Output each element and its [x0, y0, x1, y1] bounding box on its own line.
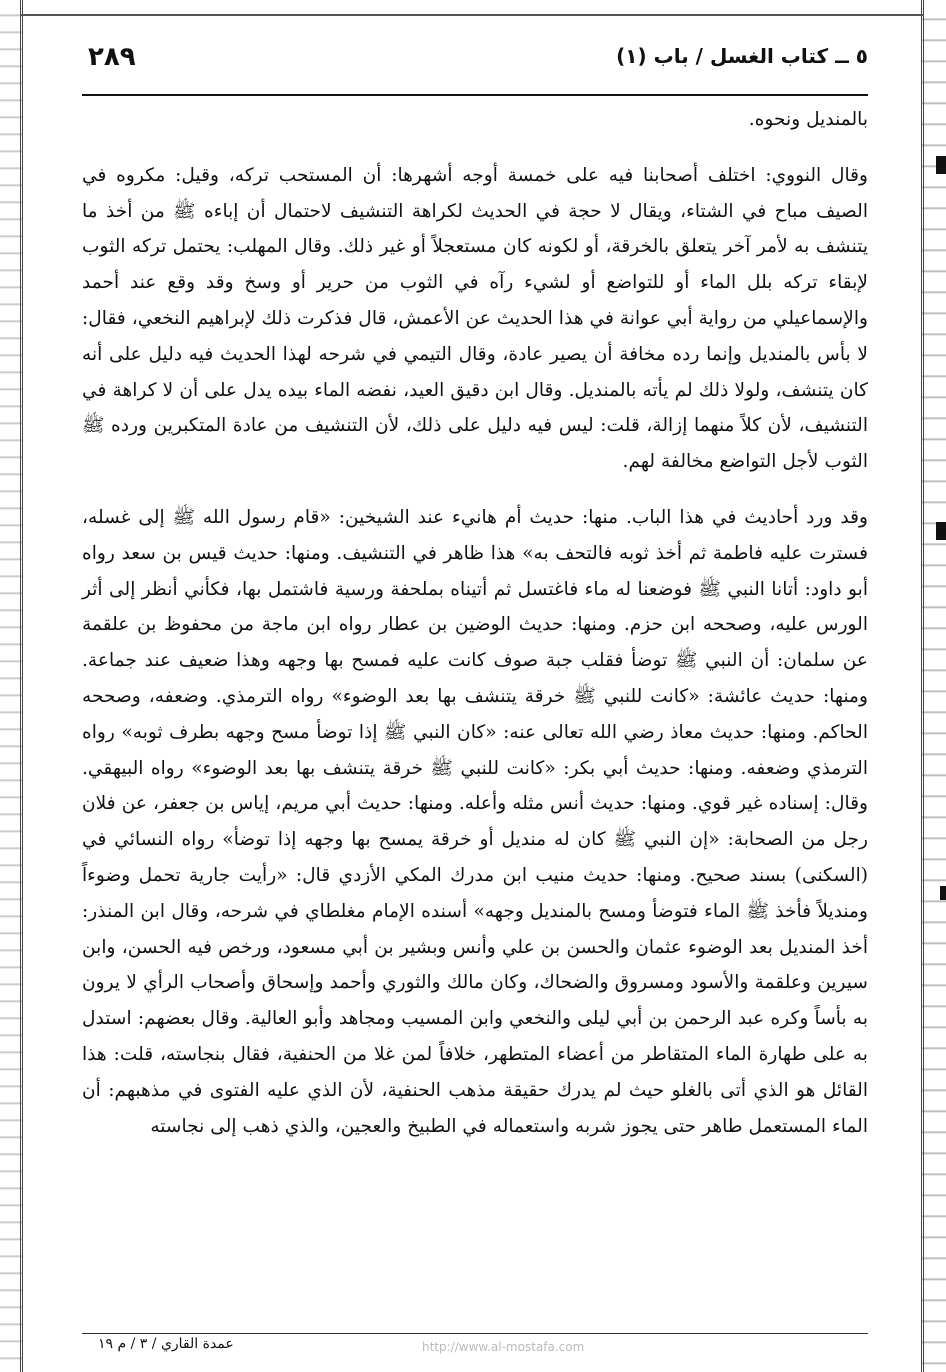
scan-edge-top	[20, 0, 924, 16]
running-title: ٥ ــ كتاب الغسل / باب (١)	[616, 44, 868, 68]
scan-binding-edge-right	[921, 0, 946, 1372]
paragraph-continuation: بالمنديل ونحوه.	[748, 109, 868, 130]
margin-marker	[940, 886, 946, 900]
margin-marker	[936, 522, 946, 540]
paragraph-hadiths: وقد ورد أحاديث في هذا الباب. منها: حديث أم هانيء عند الشيخين: «قام رسول الله ﷺ إلى غسله، فسترت عليه فاطمة ثم أخذ ثوبه فالتحف به» هذا ظاهر في التنشيف. ومنها: حديث قيس بن سعد رواه أبو داود: أتانا النبي ﷺ فوضعنا له ماء فاغتسل ثم أتيناه بملحفة ورسية فاشتمل بها، فكأني أنظر إلى أثر الورس عليه، وصححه ابن حزم. ومنها: حديث الوضين بن عطار رواه ابن ماجة من محفوظ بن علقمة عن سلمان: أن النبي ﷺ توضأ فقلب جبة صوف كانت عليه فمسح بها وجهه وهذا ضعيف عند جماعة. ومنها: حديث عائشة: «كانت للنبي ﷺ خرقة يتنشف بها بعد الوضوء» رواه الترمذي. وضعفه، وصححه الحاكم. ومنها: حديث معاذ رضي الله تعالى عنه: «كان النبي ﷺ إذا توضأ مسح وجهه بطرف ثوبه» رواه الترمذي وضعفه. ومنها: حديث أبي بكر: «كانت للنبي ﷺ خرقة يتنشف بها بعد الوضوء» رواه البيهقي. وقال: إسناده غير قوي. ومنها: حديث أنس مثله وأعله. ومنها: حديث أبي مريم، إياس بن جعفر، عن فلان رجل من الصحابة: «إن النبي ﷺ كان له منديل أو خرقة يمسح بها وجهه إذا توضأ» رواه النسائي في (السكنى) بسند صحيح. ومنها: حديث منيب ابن مدرك المكي الأزدي قال: «رأيت جارية تحمل وضوءاً ومنديلاً فأخذ ﷺ الماء فتوضأ ومسح بالمنديل وجهه» أسنده الإمام مغلطاي في شرحه، وقال ابن المنذر: أخذ المنديل بعد الوضوء عثمان والحسن بن علي وأنس وبشير بن أبي مسعود، ورخص فيه الحسن، وابن سيرين وعلقمة والأسود ومسروق والضحاك، وكان مالك والثوري وأحمد وإسحاق وأصحاب الرأي لا يرون به بأساً وكره عبد الرحمن بن أبي ليلى والنخعي وابن المسيب ومجاهد وأبو العالية. وقال بعضهم: استدل به على طهارة الماء المتقاطر من أعضاء المتطهر، خلافاً لمن غلا من الحنفية، فقال بنجاسته، قلت: هذا القائل هو الذي أتى بالغلو حيث لم يدرك حقيقة مذهب الحنفية، لأن الذي عليه الفتوى في مذهبهم: أن الماء المستعمل طاهر حتى يجوز شربه واستعماله في الطبيخ والعجين، والذي ذهب إلى نجاسته	[82, 506, 869, 1137]
printer-signature: عمدة القاري / ٣ / م ١٩	[98, 1336, 234, 1352]
page-footer	[82, 1333, 868, 1360]
scan-binding-edge-left	[0, 0, 23, 1372]
page-number: ٢٨٩	[88, 42, 136, 72]
book-page	[82, 40, 868, 1360]
page-header	[82, 40, 868, 96]
page-body	[82, 102, 868, 1144]
paragraph-gap	[82, 480, 868, 500]
margin-marker	[936, 156, 946, 174]
paragraph-gap	[82, 138, 868, 158]
paragraph-nawawi: وقال النووي: اختلف أصحابنا فيه على خمسة أوجه أشهرها: أن المستحب تركه، وقيل: مكروه في الصيف مباح في الشتاء، ويقال لا حجة في الحديث لكراهة التنشيف لاحتمال أن إباءه ﷺ من أخذ ما يتنشف به لأمر آخر يتعلق بالخرقة، أو لكونه كان مستعجلاً أو غير ذلك. وقال المهلب: يحتمل تركه الثوب لإبقاء تركه بلل الماء أو للتواضع أو لشيء رآه في الثوب من حرير أو وسخ وقد وقع عند أحمد والإسماعيلي من رواية أبي عوانة في هذا الحديث عن الأعمش، قال فذكرت ذلك لإبراهيم النخعي، فقال: لا بأس بالمنديل وإنما رده مخافة أن يصير عادة، وقال التيمي في شرحه لهذا الحديث فيه دليل على أنه كان يتنشف، ولولا ذلك لم يأته بالمنديل. وقال ابن دقيق العيد، نفضه الماء بيده يدل على أن لا كراهة في التنشيف، لأن كلاً منهما إزالة، قلت: ليس فيه دليل على ذلك، لأن التنشيف من عادة المتكبرين ورده ﷺ الثوب لأجل التواضع مخالفة لهم.	[82, 164, 868, 473]
watermark-url: http://www.al-mostafa.com	[422, 1340, 585, 1354]
